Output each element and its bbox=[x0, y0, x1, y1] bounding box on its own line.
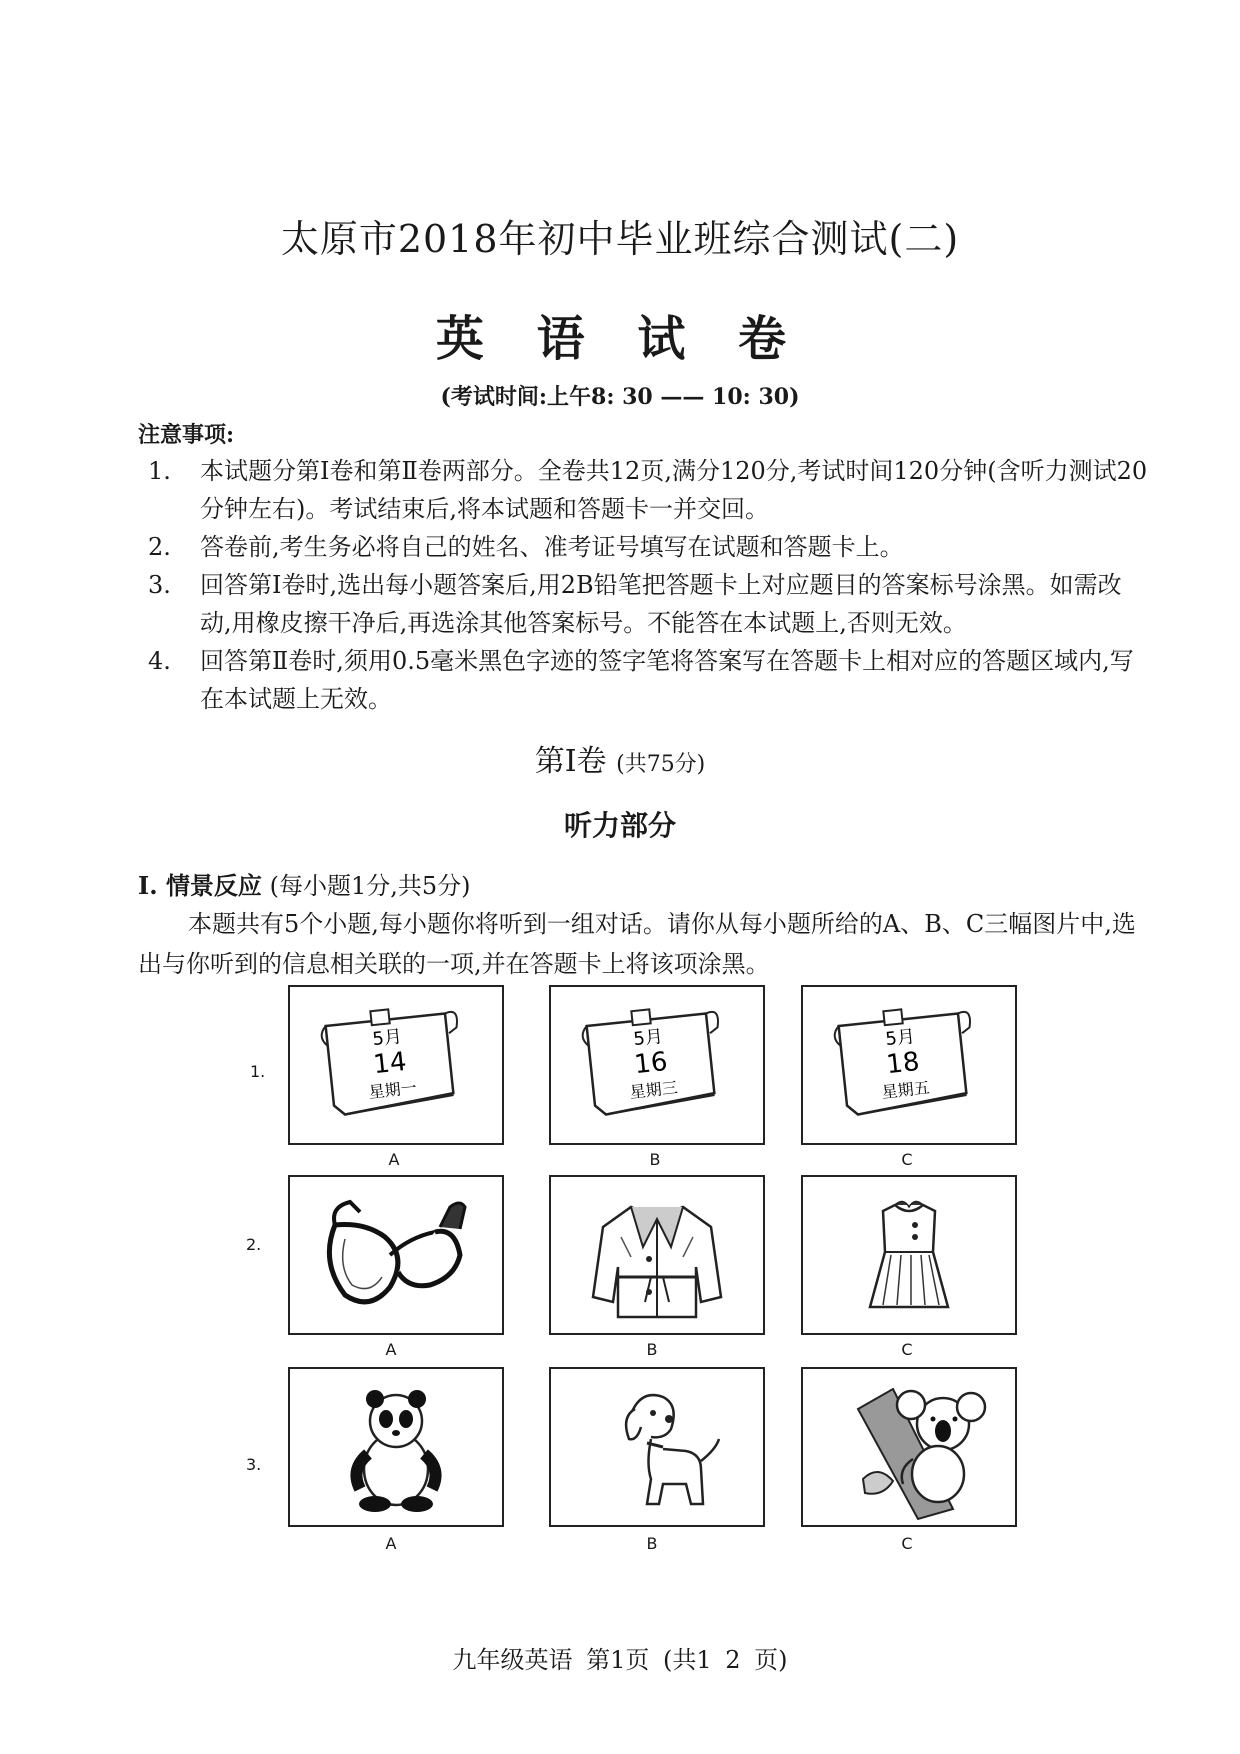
question-number: 3. bbox=[246, 1455, 262, 1474]
koala-icon bbox=[803, 1369, 1015, 1525]
page-footer: 九年级英语 第1页 (共1 2 页) bbox=[452, 1646, 788, 1674]
jacket-icon bbox=[551, 1177, 763, 1333]
option-letter: A bbox=[388, 1150, 400, 1169]
option-letter: B bbox=[649, 1150, 661, 1169]
part-title: Ⅰ. 情景反应 bbox=[138, 871, 262, 900]
question-number: 2. bbox=[246, 1235, 262, 1254]
calendar-day: 16 bbox=[632, 1046, 669, 1081]
part-points: (每小题1分,共5分) bbox=[269, 872, 471, 900]
exam-time: (考试时间:上午8: 30 —— 10: 30) bbox=[440, 384, 800, 410]
option-image bbox=[288, 985, 504, 1145]
calendar-icon bbox=[290, 987, 502, 1143]
part-heading bbox=[138, 866, 470, 901]
notes-heading: 注意事项: bbox=[138, 422, 235, 448]
note-item bbox=[138, 566, 1148, 642]
question-number: 1. bbox=[250, 1062, 266, 1081]
notes-list bbox=[138, 452, 1148, 718]
option-image bbox=[801, 1367, 1017, 1527]
note-number: 1. bbox=[148, 457, 171, 485]
note-text: 回答第Ⅱ卷时,须用0.5毫米黑色字迹的签字笔将答案写在答题卡上相对应的答题区域内,写在本试题上无效。 bbox=[200, 647, 1134, 713]
volume-points: (共75分) bbox=[616, 752, 706, 777]
volume-label: 第Ⅰ卷 bbox=[534, 744, 607, 779]
volume-heading bbox=[0, 736, 1240, 780]
calendar-weekday: 星期三 bbox=[628, 1077, 679, 1102]
option-image bbox=[801, 1175, 1017, 1335]
option-letter: C bbox=[901, 1340, 913, 1359]
dog-icon bbox=[551, 1369, 763, 1525]
option-letter: C bbox=[901, 1150, 913, 1169]
sunglasses-icon bbox=[290, 1177, 502, 1333]
option-image bbox=[801, 985, 1017, 1145]
note-text: 答卷前,考生务必将自己的姓名、准考证号填写在试题和答题卡上。 bbox=[200, 533, 904, 561]
note-item bbox=[138, 642, 1148, 718]
exam-title: 太原市2018年初中毕业班综合测试(二) bbox=[280, 217, 960, 261]
calendar-icon bbox=[803, 987, 1015, 1143]
calendar-day: 18 bbox=[884, 1046, 921, 1081]
calendar-weekday: 星期一 bbox=[367, 1077, 418, 1102]
option-letter: C bbox=[901, 1534, 913, 1553]
note-number: 3. bbox=[148, 571, 171, 599]
calendar-month: 5月 bbox=[632, 1026, 665, 1051]
dress-icon bbox=[803, 1177, 1015, 1333]
calendar-icon bbox=[551, 987, 763, 1143]
option-letter: A bbox=[385, 1534, 397, 1553]
subject-title: 英 语 试 卷 bbox=[435, 311, 805, 367]
calendar-weekday: 星期五 bbox=[880, 1077, 931, 1102]
panda-icon bbox=[290, 1369, 502, 1525]
option-letter: B bbox=[646, 1534, 658, 1553]
note-text: 本试题分第Ⅰ卷和第Ⅱ卷两部分。全卷共12页,满分120分,考试时间120分钟(含听力测试20分钟左右)。考试结束后,将本试题和答题卡一并交回。 bbox=[200, 457, 1148, 523]
section-title: 听力部分 bbox=[563, 809, 676, 842]
option-image bbox=[288, 1367, 504, 1527]
part-instructions: 本题共有5个小题,每小题你将听到一组对话。请你从每小题所给的A、B、C三幅图片中,选出与你听到的信息相关联的一项,并在答题卡上将该项涂黑。 bbox=[138, 910, 1136, 978]
option-image bbox=[549, 985, 765, 1145]
option-image bbox=[288, 1175, 504, 1335]
calendar-month: 5月 bbox=[884, 1026, 917, 1051]
calendar-month: 5月 bbox=[371, 1026, 404, 1051]
calendar-day: 14 bbox=[371, 1046, 408, 1081]
option-letter: B bbox=[646, 1340, 658, 1359]
note-number: 2. bbox=[148, 533, 171, 561]
note-number: 4. bbox=[148, 647, 171, 675]
note-item bbox=[138, 452, 1148, 528]
option-image bbox=[549, 1367, 765, 1527]
note-text: 回答第Ⅰ卷时,选出每小题答案后,用2B铅笔把答题卡上对应题目的答案标号涂黑。如需改动,用橡皮擦干净后,再选涂其他答案标号。不能答在本试题上,否则无效。 bbox=[200, 571, 1122, 637]
option-image bbox=[549, 1175, 765, 1335]
option-letter: A bbox=[385, 1340, 397, 1359]
note-item bbox=[138, 528, 1148, 566]
